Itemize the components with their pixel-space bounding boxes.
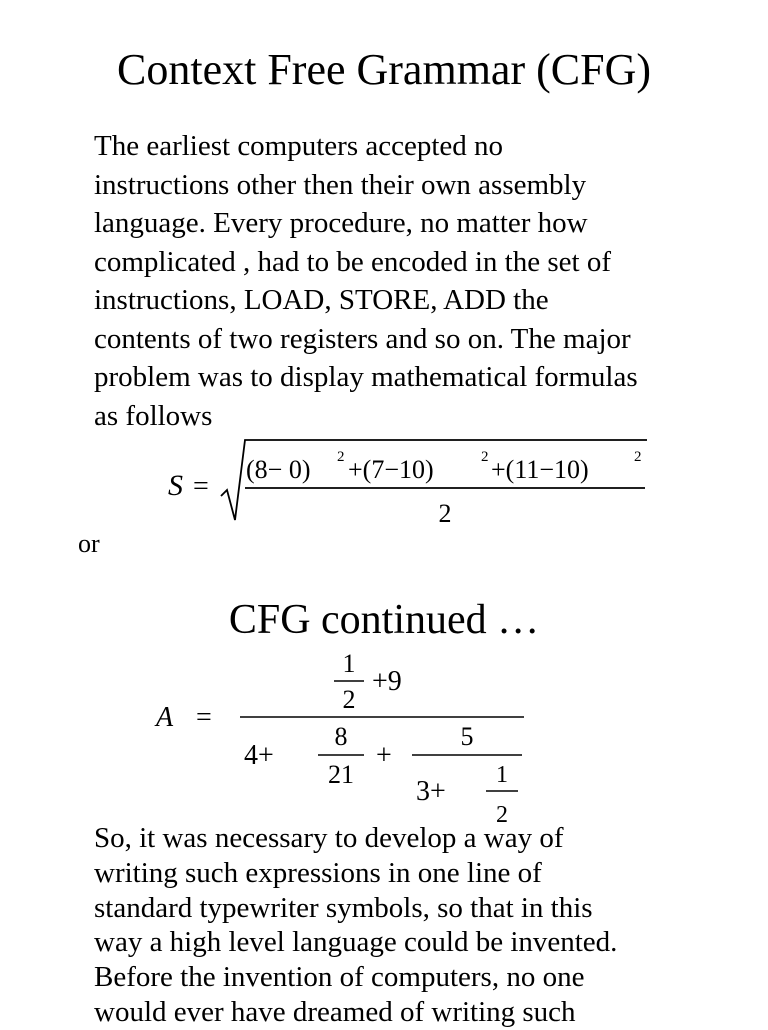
formula-equals: =	[196, 702, 212, 733]
closing-paragraph	[94, 821, 734, 1030]
fraction-num: 5	[460, 722, 474, 751]
paragraph-line: contents of two registers and so on. The major	[94, 322, 631, 355]
fraction-num: 8	[334, 722, 348, 751]
paragraph-line: Before the invention of computers, no one	[94, 961, 585, 994]
paragraph-line: language. Every procedure, no matter how	[94, 207, 588, 239]
exponent: 2	[337, 449, 345, 465]
paragraph-line: problem was to display mathematical formulas	[94, 361, 638, 393]
numerator-term: +(7−10)	[348, 455, 434, 484]
paragraph-line: So, it was necessary to develop a way of	[94, 822, 564, 854]
plus-sign: +	[376, 740, 392, 771]
continued-fraction-formula	[150, 648, 550, 830]
exponent: 2	[634, 449, 642, 465]
sqrt-formula	[165, 432, 665, 532]
three-plus: 3+	[416, 776, 446, 807]
paragraph-line: writing such expressions in one line of	[94, 856, 542, 889]
slide-title: Context Free Grammar (CFG)	[117, 45, 651, 94]
numerator-term: (8− 0)	[246, 455, 311, 484]
denominator: 2	[438, 499, 452, 528]
intro-paragraph	[94, 127, 714, 435]
plus-nine: +9	[372, 666, 402, 697]
fraction-den: 2	[496, 802, 508, 828]
formula-lhs: S	[168, 469, 183, 502]
four-plus: 4+	[244, 740, 274, 771]
or-label: or	[78, 529, 100, 558]
fraction-num: 1	[496, 762, 508, 788]
paragraph-line: would ever have dreamed of writing such	[94, 995, 576, 1028]
paragraph-line: as follows	[94, 399, 213, 432]
numerator-term: +(11−10)	[491, 455, 589, 484]
formula-equals: =	[193, 471, 209, 502]
fraction-num: 1	[342, 649, 356, 678]
fraction-den: 21	[328, 760, 354, 789]
formula-lhs: A	[156, 702, 174, 733]
paragraph-line: instructions other then their own assembly	[94, 168, 587, 201]
paragraph-line: The earliest computers accepted no	[94, 130, 504, 162]
exponent: 2	[481, 449, 489, 465]
slide-title: CFG continued …	[228, 597, 540, 643]
paragraph-line: instructions, LOAD, STORE, ADD the	[94, 284, 549, 316]
fraction-den: 2	[342, 685, 356, 714]
paragraph-line: standard typewriter symbols, so that in this	[94, 891, 593, 924]
paragraph-line: complicated , had to be encoded in the set of	[94, 245, 611, 278]
paragraph-line: way a high level language could be invented.	[94, 926, 618, 959]
